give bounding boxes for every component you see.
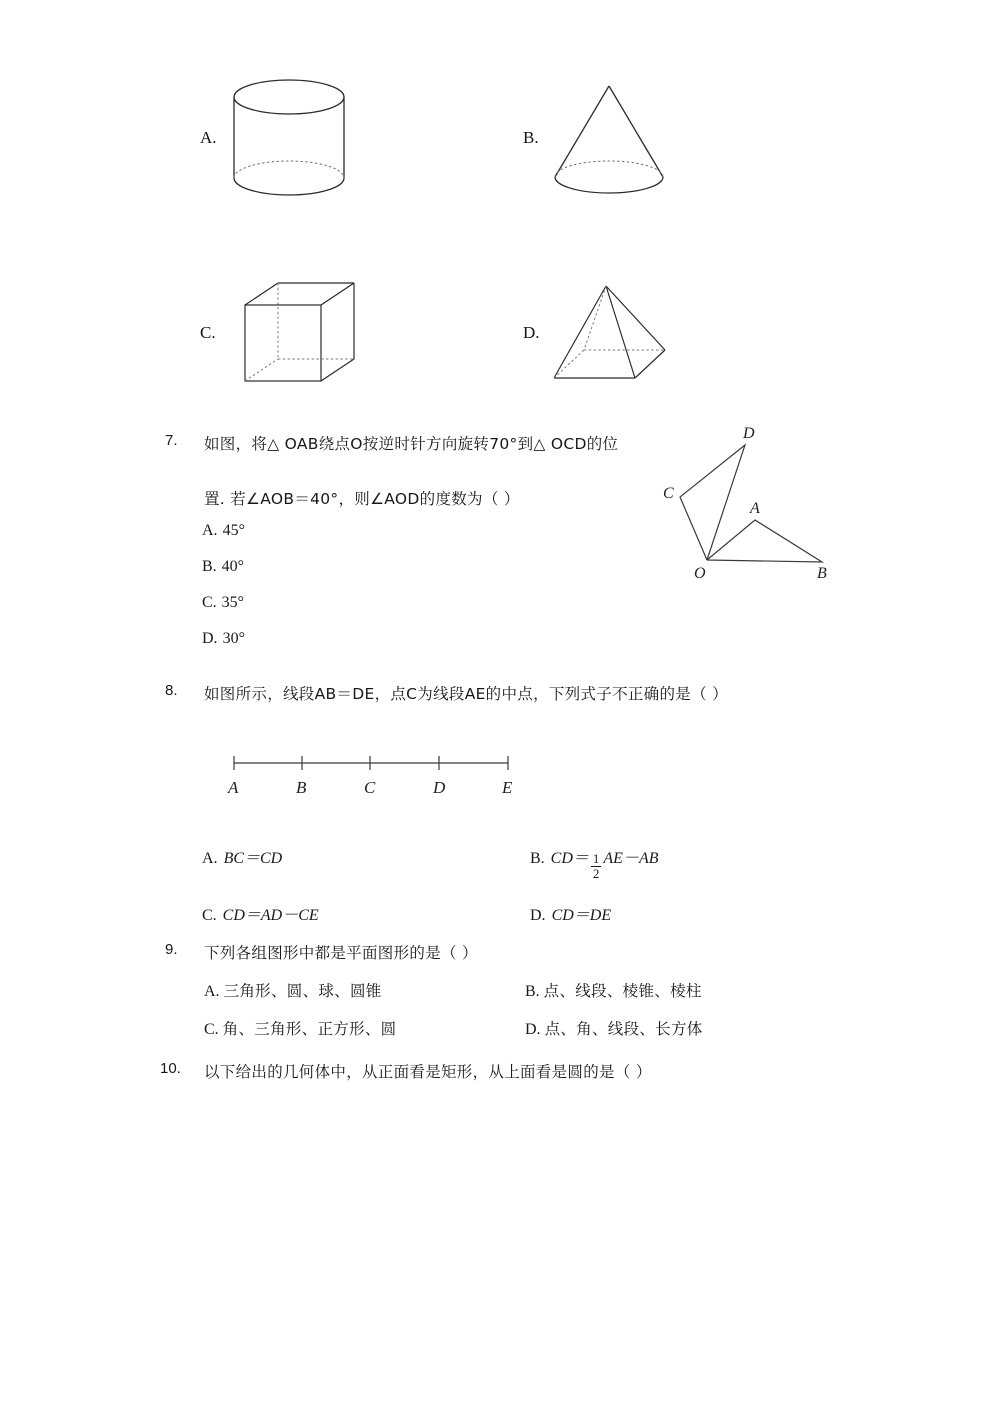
question-7-stem-line1: 如图，将△ OAB绕点O按逆时针方向旋转70°到△ OCD的位 (204, 435, 619, 453)
question-7-option-c[interactable] (202, 594, 245, 630)
question-8-option-c[interactable] (202, 902, 319, 925)
svg-text:C: C (663, 485, 674, 502)
option-letter: A. (204, 983, 220, 1000)
question-9-stem-line1: 下列各组图形中都是平面图形的是（ ） (204, 944, 478, 962)
question-9-number: 9. (165, 941, 178, 958)
question-7-option-a[interactable] (202, 522, 245, 558)
question-10-number: 10. (160, 1060, 181, 1077)
question-9-option-b[interactable] (525, 979, 702, 1001)
option-letter: C. (204, 1021, 219, 1038)
question-8-number: 8. (165, 682, 178, 699)
svg-text:D: D (433, 778, 446, 797)
question-7-number: 7. (165, 432, 178, 449)
option-letter: D. (530, 907, 546, 924)
shape-options-block (0, 0, 1000, 410)
svg-text:B: B (817, 565, 827, 582)
cube-figure (240, 275, 360, 395)
shape-option-c-letter: C. (200, 323, 216, 342)
question-10-stem-line1: 以下给出的几何体中，从正面看是矩形，从上面看是圆的是（ ） (204, 1063, 652, 1081)
question-8-option-a[interactable] (202, 845, 282, 868)
option-text: 30° (222, 630, 245, 647)
question-9-option-c[interactable] (204, 1017, 396, 1039)
option-lhs: CD＝ (550, 850, 589, 867)
option-rhs: AE－AB (603, 850, 659, 867)
question-8-option-b[interactable] (530, 845, 659, 880)
option-letter: C. (202, 907, 217, 924)
option-text: CD＝DE (551, 907, 612, 924)
shape-option-a-letter: A. (200, 128, 217, 147)
fraction-numerator: 1 (592, 851, 600, 866)
question-7-stem-line2: 置. 若∠AOB＝40°，则∠AOD的度数为（ ） (204, 490, 520, 508)
shape-option-d-letter: D. (523, 323, 540, 342)
cone-figure (548, 80, 670, 200)
option-text: 35° (221, 594, 245, 611)
option-text: 45° (222, 522, 245, 539)
square-pyramid-figure (548, 278, 673, 393)
option-text: 40° (221, 558, 245, 575)
option-letter: B. (525, 983, 540, 1000)
svg-text:C: C (364, 778, 376, 797)
rotated-triangles-figure (660, 418, 860, 593)
number-line-figure (220, 748, 530, 800)
svg-text:A: A (228, 778, 239, 797)
option-letter: A. (202, 850, 218, 867)
svg-text:B: B (296, 778, 307, 797)
svg-text:A: A (750, 500, 760, 517)
question-7-option-d[interactable] (202, 630, 245, 666)
option-text: 角、三角形、正方形、圆 (222, 1020, 397, 1038)
option-letter: D. (202, 630, 218, 647)
option-letter: B. (202, 558, 217, 575)
svg-text:D: D (743, 425, 755, 442)
cylinder-figure (228, 75, 350, 200)
question-8-option-d[interactable] (530, 902, 611, 925)
one-half-fraction (591, 852, 602, 880)
option-text: CD＝AD－CE (222, 907, 319, 924)
svg-text:O: O (694, 565, 706, 582)
option-text: 点、线段、棱锥、棱柱 (543, 982, 702, 1000)
option-text: 点、角、线段、长方体 (544, 1020, 703, 1038)
question-8-stem-line1: 如图所示，线段AB＝DE，点C为线段AE的中点，下列式子不正确的是（ ） (204, 685, 728, 703)
svg-text:E: E (502, 778, 513, 797)
fraction-denominator: 2 (592, 865, 600, 881)
option-letter: A. (202, 522, 218, 539)
question-9-option-a[interactable] (204, 979, 382, 1001)
question-7-options (202, 522, 245, 666)
option-letter: C. (202, 594, 217, 611)
option-text: BC＝CD (223, 850, 283, 867)
option-letter: B. (530, 850, 545, 867)
question-9-option-d[interactable] (525, 1017, 703, 1039)
question-7-option-b[interactable] (202, 558, 245, 594)
option-text: 三角形、圆、球、圆锥 (223, 982, 382, 1000)
shape-option-b-letter: B. (523, 128, 539, 147)
option-letter: D. (525, 1021, 541, 1038)
